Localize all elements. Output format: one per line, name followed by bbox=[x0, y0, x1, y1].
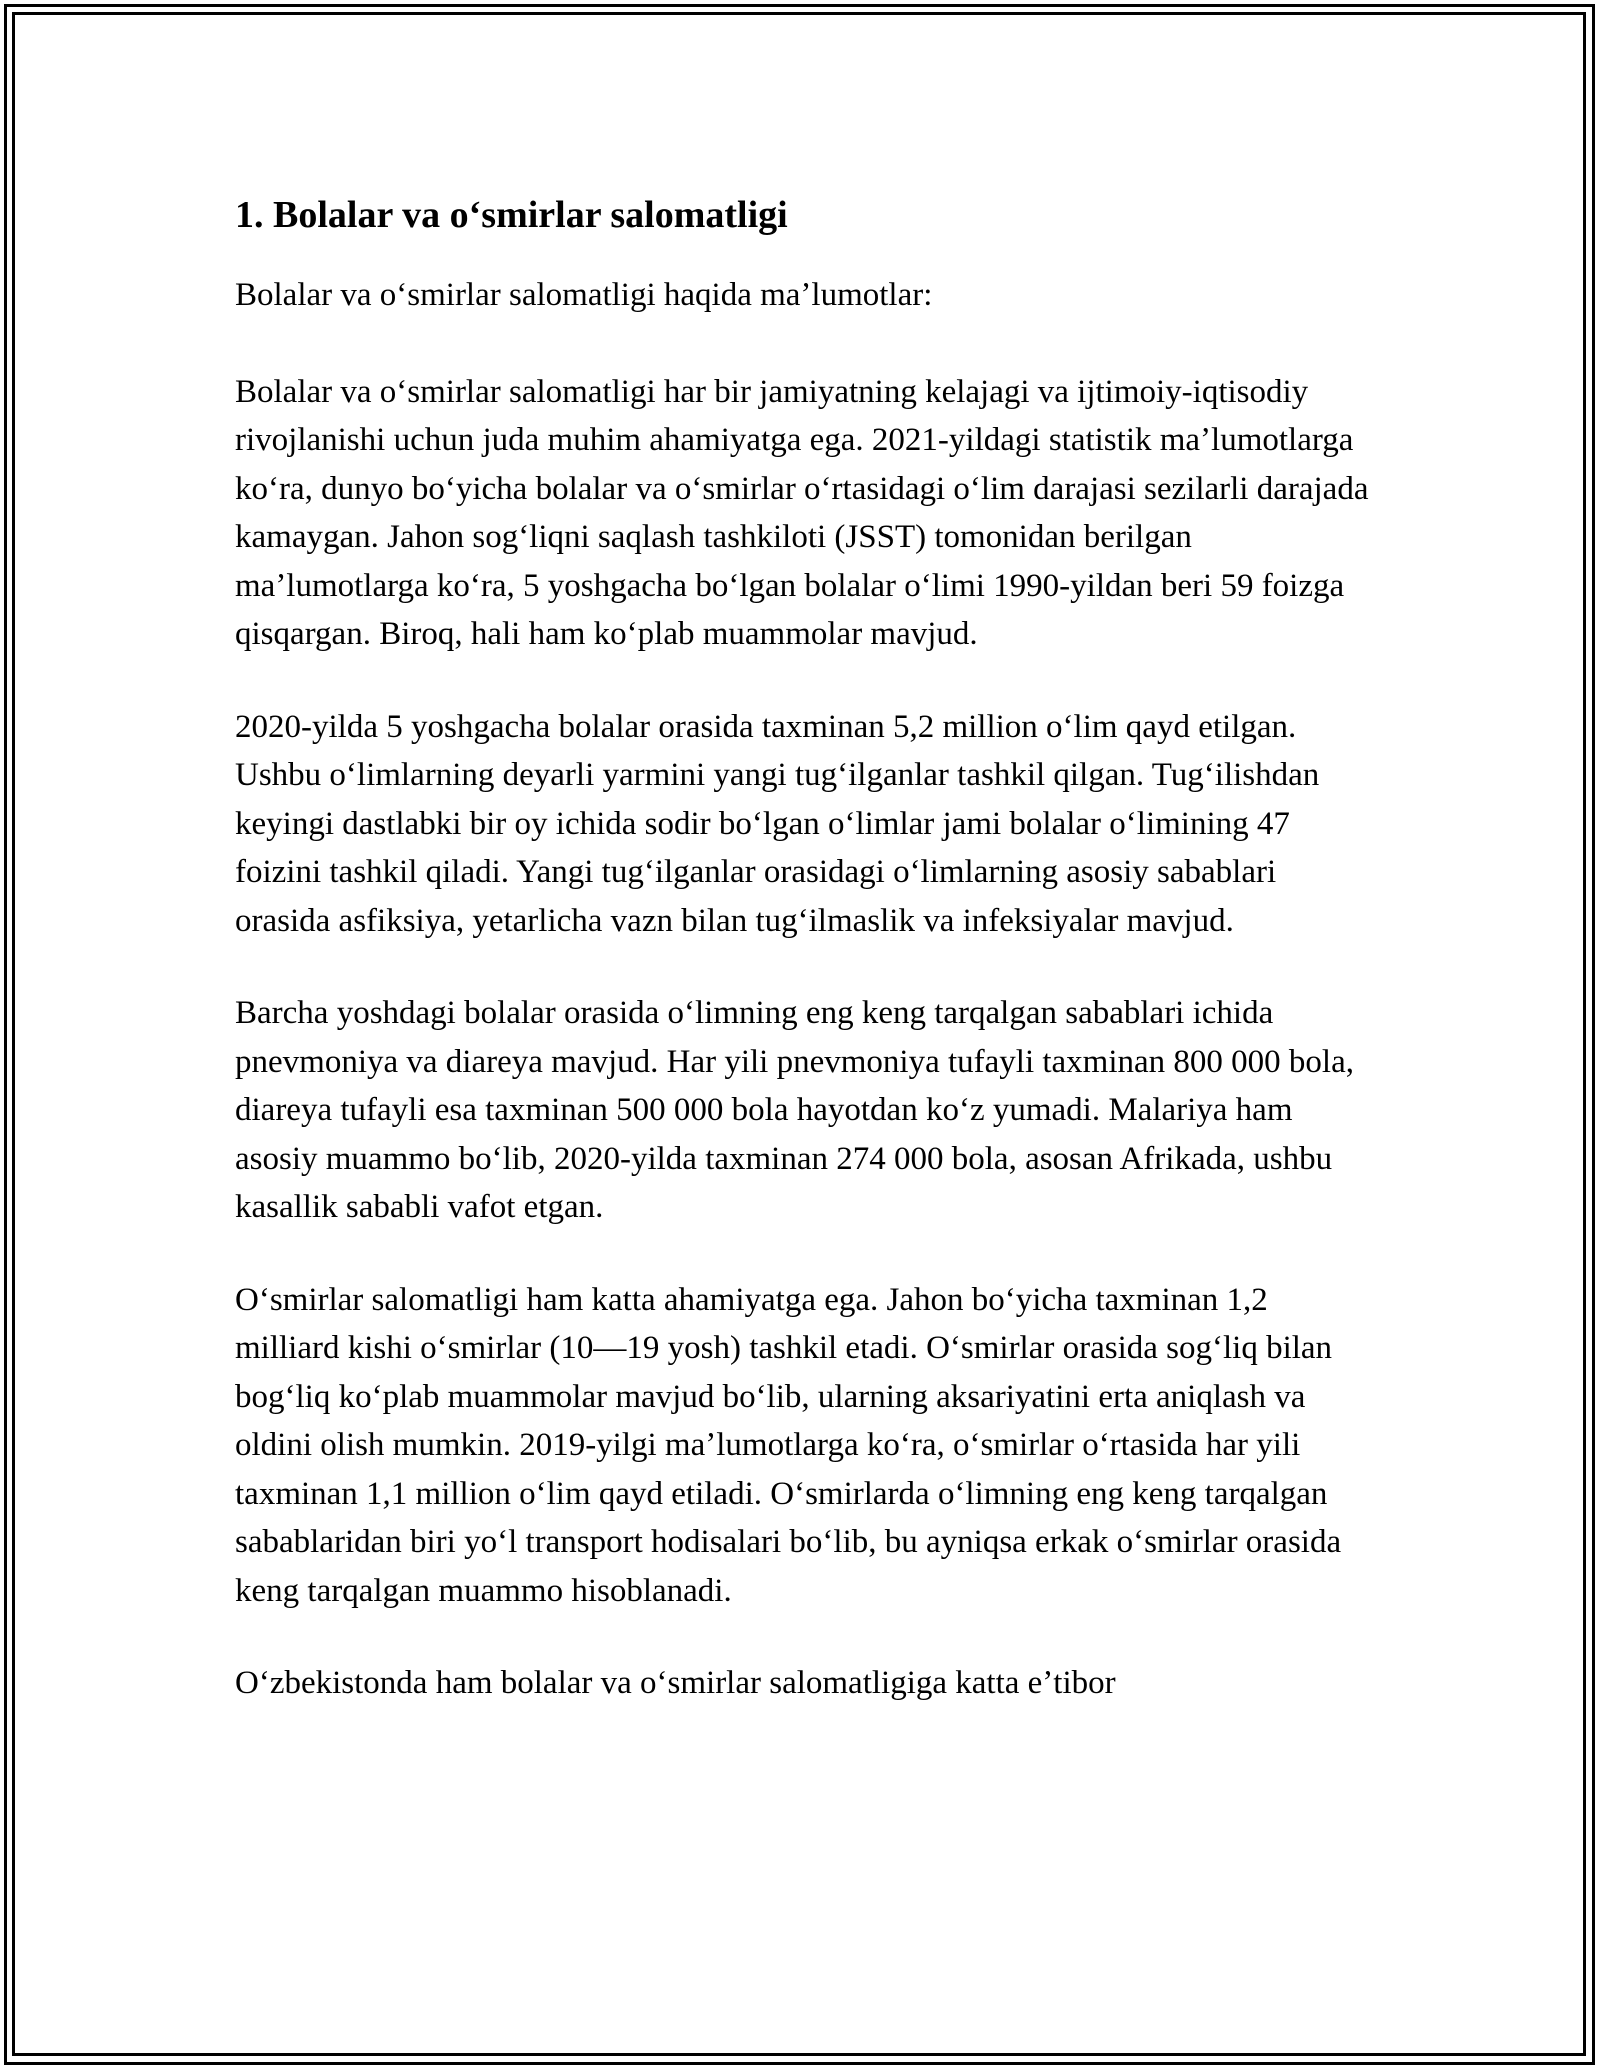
paragraph-2: 2020-yilda 5 yoshgacha bolalar orasida taxminan 5,2 million oʻlim qayd etilgan. Ushbu oʻlimlarning deyarli yarmini yangi tugʻilganlar tashkil qilgan. Tugʻilishdan keyingi dastlabki bir oy ichida sodir boʻlgan oʻlimlar jami bolalar oʻlimining 47 foizini tashkil qiladi. Yangi tugʻilganlar orasidagi oʻlimlarning asosiy sabablari orasida asfiksiya, yetarlicha vazn bilan tugʻilmaslik va infeksiyalar mavjud. bbox=[235, 708, 1320, 939]
section-heading: 1. Bolalar va oʻsmirlar salomatligi bbox=[235, 194, 788, 236]
paragraph-3: Barcha yoshdagi bolalar orasida oʻlimning eng keng tarqalgan sabablari ichida pnevmoniya va diareya mavjud. Har yili pnevmoniya tufayli taxminan 800 000 bola, diareya tufayli esa taxminan 500 000 bola hayotdan koʻz yumadi. Malariya ham asosiy muammo boʻlib, 2020-yilda taxminan 274 000 bola, asosan Afrikada, ushbu kasallik sababli vafot etgan. bbox=[235, 995, 1354, 1225]
paragraph-5: Oʻzbekistonda ham bolalar va oʻsmirlar salomatligiga katta eʼtibor bbox=[235, 1665, 1116, 1701]
paragraph-4: Oʻsmirlar salomatligi ham katta ahamiyatga ega. Jahon boʻyicha taxminan 1,2 milliard kishi oʻsmirlar (10—19 yosh) tashkil etadi. Oʻsmirlar orasida sogʻliq bilan bogʻliq koʻplab muammolar mavjud boʻlib, ularning aksariyatini erta aniqlash va oldini olish mumkin. 2019-yilgi maʼlumotlarga koʻra, oʻsmirlar oʻrtasida har yili taxminan 1,1 million oʻlim qayd etiladi. Oʻsmirlarda oʻlimning eng keng tarqalgan sabablaridan biri yoʻl transport hodisalari boʻlib, bu ayniqsa erkak oʻsmirlar orasida keng tarqalgan muammo hisoblanadi. bbox=[235, 1281, 1342, 1609]
document-body bbox=[235, 185, 1375, 1752]
paragraph-1: Bolalar va oʻsmirlar salomatligi har bir jamiyatning kelajagi va ijtimoiy-iqtisodiy rivojlanishi uchun juda muhim ahamiyatga ega. 2021-yildagi statistik maʼlumotlarga koʻra, dunyo boʻyicha bolalar va oʻsmirlar oʻrtasidagi oʻlim darajasi sezilarli darajada kamaygan. Jahon sogʻliqni saqlash tashkiloti (JSST) tomonidan berilgan maʼlumotlarga koʻra, 5 yoshgacha boʻlgan bolalar oʻlimi 1990-yildan beri 59 foizga qisqargan. Biroq, hali ham koʻplab muammolar mavjud. bbox=[235, 373, 1369, 652]
intro-line: Bolalar va oʻsmirlar salomatligi haqida maʼlumotlar: bbox=[235, 277, 933, 313]
